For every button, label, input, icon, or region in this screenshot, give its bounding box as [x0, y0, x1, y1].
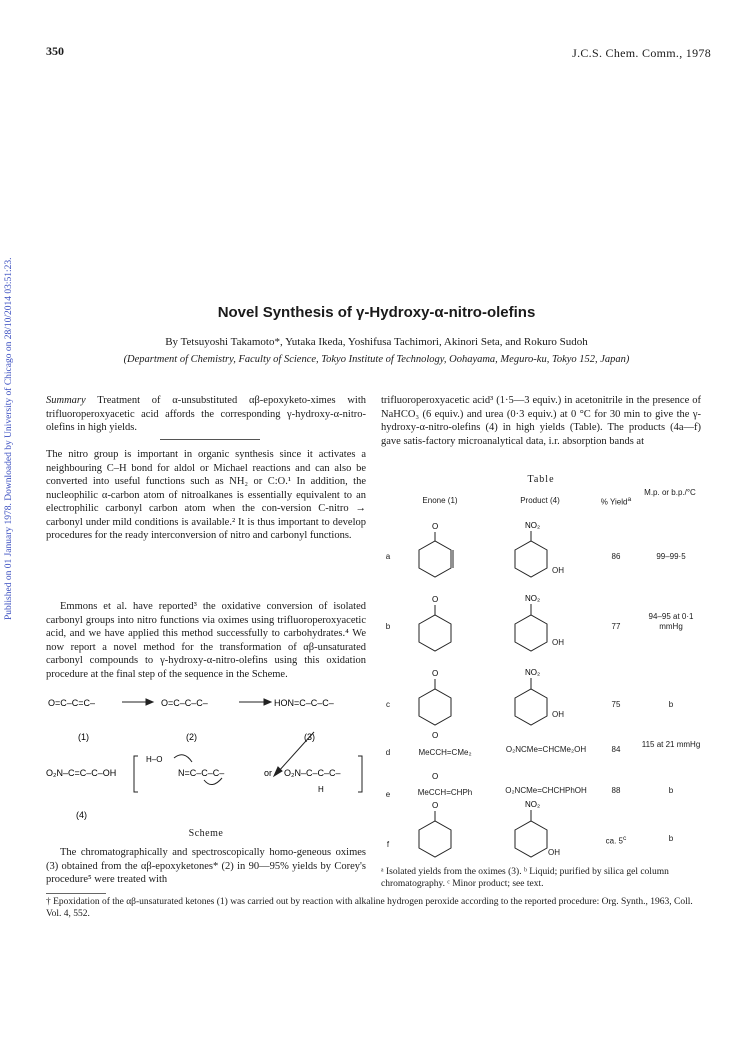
scheme-caption: Scheme: [188, 828, 224, 839]
row-f-yield-sup: c: [623, 835, 627, 842]
row-f-mp: b: [668, 834, 674, 843]
page-footnote: † Epoxidation of the αβ-unsaturated ketones (1) was carried out by reaction with alkaline hydrogen peroxide according to the reported procedure: Org. Synth., 1963, Coll. Vol. 4, 552.: [46, 897, 693, 919]
summary-divider: [160, 439, 260, 440]
row-a-mp: 99–99·5: [656, 552, 686, 561]
table-structures: [381, 512, 703, 862]
enone-b-ring: [419, 615, 451, 651]
row-f-yield-value: ca. 5: [605, 836, 623, 846]
scheme-intermediate-ho: H–O: [146, 755, 163, 764]
scheme-intermediate: N=C–C–C–: [178, 768, 225, 778]
row-e-mp: b: [668, 786, 674, 795]
enone-c-o: O: [432, 669, 439, 678]
row-e-product: O₂NCMe=CHCHPhOH: [505, 786, 587, 795]
product-a-no2: NO₂: [525, 521, 541, 530]
paragraph-3: The chromatographically and spectroscopically homo-geneous oximes (3) obtained from the αβ-epoxyketones* (2) in 90—95% yields by Corey's procedure⁵ were treated with: [46, 847, 366, 885]
affiliation: (Department of Chemistry, Faculty of Science, Tokyo Institute of Technology, Oohayama, Meguro-ku, Tokyo 152, Japan): [123, 354, 630, 365]
download-watermark[interactable]: Published on 01 January 1978. Downloaded by University of Chicago on 28/10/2014 03:51:23.: [4, 257, 14, 620]
row-d-mp: 115 at 21 mmHg: [641, 740, 701, 749]
row-f-product: OH: [548, 848, 560, 857]
enone-a-o: O: [432, 522, 439, 531]
scheme-enone: O=C–C=C–: [48, 698, 96, 708]
scheme-label-1: (1): [78, 732, 89, 742]
scheme-arrowhead-1: [146, 699, 153, 705]
row-c-mp: b: [668, 700, 674, 709]
enone-f-o: O: [432, 801, 439, 810]
enone-a-ring: [419, 541, 451, 577]
row-b-yield: 77: [611, 622, 621, 631]
row-e-id: e: [385, 790, 391, 799]
scheme-epoxide: O=C–C–C–: [161, 698, 208, 708]
row-d-product: O₂NCMe=CHCMe₂OH: [505, 745, 587, 754]
reaction-scheme: [46, 680, 366, 825]
scheme-label-2: (2): [186, 732, 197, 742]
row-a-product: OH: [552, 566, 564, 575]
th-enone: Enone (1): [422, 496, 458, 505]
row-c-yield: 75: [611, 700, 621, 709]
bracket-left: [134, 756, 138, 792]
scheme-nitro-intermediate: O₂N–C–C–C–: [284, 768, 341, 778]
paragraph-2: Emmons et al. have reported³ the oxidative conversion of isolated carbonyl groups into nitro functions via oximes using trifluoroperoxyacetic acid, and we have applied this method successfully to carbohydrates.⁴ We now report a novel method for the transformation of αβ-unsaturated carbonyl compounds to γ-hydroxy-α-nitro-olefins using this oxidation procedure at the final step of the sequence in the Scheme.: [46, 601, 366, 680]
paper-title: Novel Synthesis of γ-Hydroxy-α-nitro-olefins: [217, 304, 536, 321]
th-mp: M.p. or b.p./°C: [644, 488, 696, 497]
row-b-id: b: [385, 622, 391, 631]
row-e-enone: MeCCH=CHPh: [417, 788, 473, 797]
th-yield-sup: a: [627, 496, 632, 503]
summary-lead: Summary: [46, 395, 86, 406]
page-number: 350: [46, 44, 64, 58]
product-c-no2: NO₂: [525, 668, 541, 677]
scheme-or: or: [264, 768, 273, 778]
authors: By Tetsuyoshi Takamoto*, Yutaka Ikeda, Yoshifusa Tachimori, Akinori Seta, and Rokuro Sudoh: [165, 336, 588, 348]
row-f-yield: [596, 834, 636, 847]
scheme-oxime: HON=C–C–C–: [274, 698, 334, 708]
scheme-label-3: (3): [304, 732, 315, 742]
enone-f-ring: [419, 821, 451, 857]
row-b-mp: 94–95 at 0·1 mmHg: [648, 612, 694, 631]
product-f-no2: NO₂: [525, 800, 541, 809]
bracket-right: [358, 756, 362, 792]
product-f-ring: [515, 821, 547, 857]
paragraph-1: The nitro group is important in organic synthesis since it activates a neighbouring C–H bond for aldol or Michael reactions and can also be converted into useful functions such as NH₂ or C:O.¹ In addition, the nucleophilic α-carbon atom of nitroalkanes is essentially equivalent to an electrophilic carbonyl carbon atom when the con-version C-nitro → carbonyl under mild conditions is available.² It is thus important to develop procedures for the ready interconversion of nitro and carbonyl functions.: [46, 449, 366, 541]
row-c-id: c: [386, 700, 390, 709]
row-c-product: OH: [552, 710, 564, 719]
enone-d-o: O: [432, 731, 439, 740]
scheme-arrowhead-2: [264, 699, 271, 705]
row-f-id: f: [386, 840, 390, 849]
product-a-ring: [515, 541, 547, 577]
footnote-divider: [46, 893, 106, 894]
table-footnote: ᵃ Isolated yields from the oximes (3). ᵇ Liquid; purified by silica gel column chromatography. ᶜ Minor product; see text.: [381, 867, 669, 889]
enone-b-o: O: [432, 595, 439, 604]
curved-arrow-1: [174, 755, 192, 762]
summary: [46, 394, 366, 435]
row-e-yield: 88: [611, 786, 621, 795]
enone-e-o: O: [432, 772, 439, 781]
th-yield-label: % Yield: [600, 497, 628, 507]
scheme-label-4: (4): [76, 810, 87, 820]
paragraph-right: trifluoroperoxyacetic acid³ (1·5—3 equiv.) in acetonitrile in the presence of NaHCO₃ (6 equiv.) and urea (0·3 equiv.) at 0 °C for 30 min to give the γ-hydroxy-α-nitro-olefins (4) in high yields (Table). The products (4a—f) gave satis-factory microanalytical data, i.r. absorption bands at: [381, 395, 701, 447]
summary-text: Treatment of α-unsubstituted αβ-epoxyketo-ximes with trifluoroperoxyacetic acid affords the corresponding γ-hydroxy-α-nitro-olefins in high yields.: [46, 395, 366, 433]
row-b-product: OH: [552, 638, 564, 647]
row-d-yield: 84: [611, 745, 621, 754]
journal-header: J.C.S. Chem. Comm., 1978: [572, 46, 711, 60]
product-b-no2: NO₂: [525, 594, 541, 603]
scheme-hydrogen: H: [318, 785, 324, 794]
th-yield: [588, 496, 644, 507]
scheme-product: O₂N–C=C–C–OH: [46, 768, 117, 778]
product-b-ring: [515, 615, 547, 651]
th-product: Product (4): [520, 496, 560, 505]
table-caption: Table: [527, 474, 555, 485]
row-a-yield: 86: [611, 552, 621, 561]
row-d-enone: MeCCH=CMe₂: [418, 748, 472, 757]
curved-arrow-2: [204, 778, 222, 785]
row-a-id: a: [385, 552, 391, 561]
product-c-ring: [515, 689, 547, 725]
enone-c-ring: [419, 689, 451, 725]
row-d-id: d: [385, 748, 391, 757]
